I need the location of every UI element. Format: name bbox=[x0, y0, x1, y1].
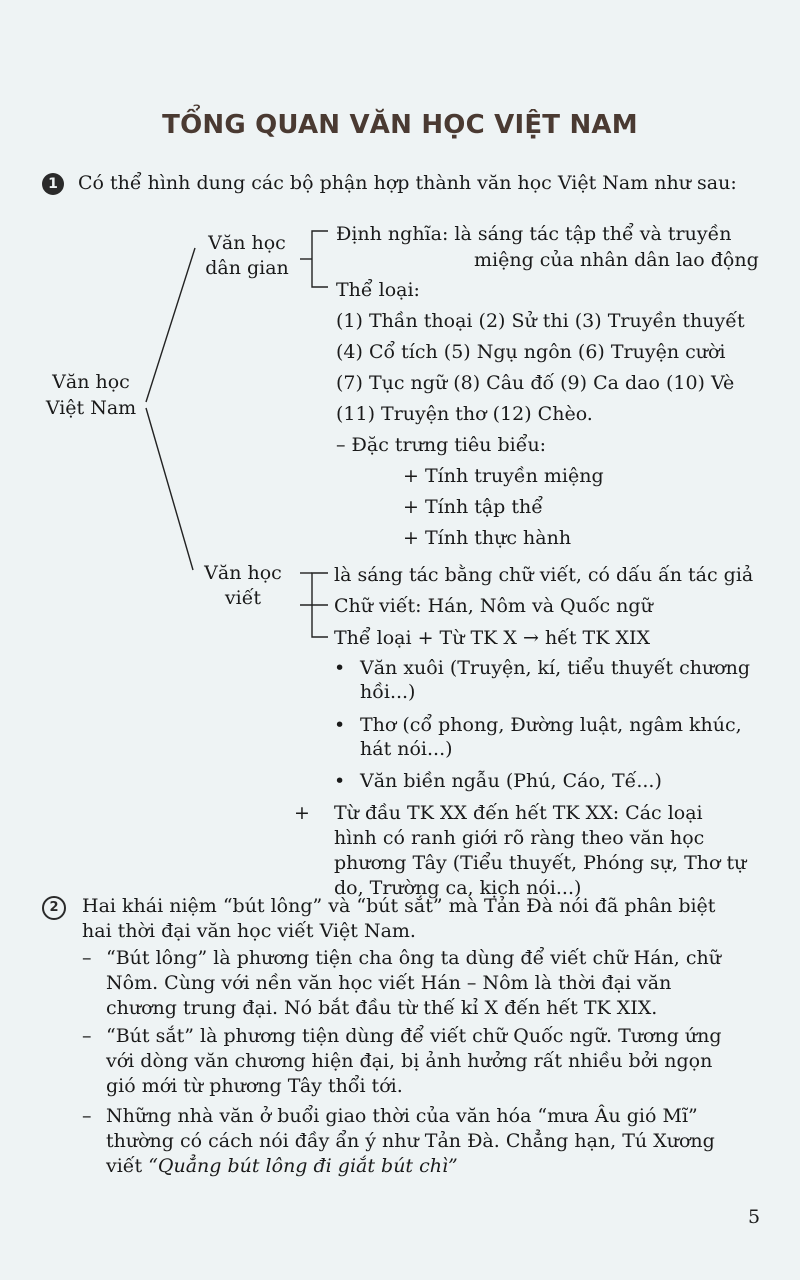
modern-line: phương Tây (Tiểu thuyết, Phóng sự, Thơ tự bbox=[334, 852, 747, 874]
modern-line: hình có ranh giới rõ ràng theo văn học bbox=[334, 827, 705, 849]
section-2-item-2-cont: với dòng văn chương hiện đại, bị ảnh hưởng rất nhiều bởi ngọn bbox=[106, 1050, 713, 1072]
bullet-dot: • bbox=[334, 657, 346, 679]
section-2-item-1-cont: Nôm. Cùng với nền văn học viết Hán – Nôm là thời đại văn bbox=[106, 972, 672, 994]
section-2-item-2: “Bút sắt” là phương tiện dùng để viết chữ Quốc ngữ. Tương ứng bbox=[106, 1025, 722, 1047]
folk-genre-line: (7) Tục ngữ (8) Câu đố (9) Ca dao (10) Vè bbox=[336, 372, 735, 394]
written-point: là sáng tác bằng chữ viết, có dấu ấn tác giả bbox=[334, 564, 754, 586]
modern-line: Từ đầu TK XX đến hết TK XX: Các loại bbox=[334, 802, 703, 824]
written-bullet-item: Thơ (cổ phong, Đường luật, ngâm khúc, bbox=[360, 714, 742, 736]
dash-marker: – bbox=[82, 1105, 92, 1127]
folk-definition: Định nghĩa: là sáng tác tập thể và truyền bbox=[336, 223, 732, 245]
folk-trait: + Tính thực hành bbox=[403, 527, 572, 549]
folk-trait: + Tính truyền miệng bbox=[403, 465, 604, 487]
page-number: 5 bbox=[748, 1206, 761, 1228]
tu-xuong-quote: “Quẳng bút lông đi giắt bút chì” bbox=[148, 1155, 458, 1177]
folk-label-line-1: Văn học bbox=[208, 232, 286, 254]
folk-genre-line: (1) Thần thoại (2) Sử thi (3) Truyền thuyết bbox=[336, 310, 745, 332]
folk-traits-heading: – Đặc trưng tiêu biểu: bbox=[336, 434, 547, 456]
folk-genres-heading: Thể loại: bbox=[336, 279, 420, 301]
written-bullet-item: Văn xuôi (Truyện, kí, tiểu thuyết chương bbox=[360, 657, 751, 679]
written-bullet-item-cont: hát nói...) bbox=[360, 738, 453, 760]
branch-to-written bbox=[146, 408, 193, 570]
tree-root-line-1: Văn học bbox=[52, 371, 130, 393]
section-2-item-1-cont: chương trung đại. Nó bắt đầu từ thế kỉ X đến hết TK XIX. bbox=[106, 997, 658, 1019]
section-2-intro: Hai khái niệm “bút lông” và “bút sắt” mà Tản Đà nói đã phân biệt bbox=[82, 895, 716, 917]
plus-marker: + bbox=[294, 802, 310, 824]
section-2-intro-cont: hai thời đại văn học viết Việt Nam. bbox=[82, 920, 416, 942]
page-title: TỔNG QUAN VĂN HỌC VIỆT NAM bbox=[162, 110, 638, 140]
written-label-line-1: Văn học bbox=[204, 562, 282, 584]
section-2-item-3-last bbox=[106, 1154, 458, 1178]
folk-genre-line: (4) Cổ tích (5) Ngụ ngôn (6) Truyện cười bbox=[336, 341, 726, 363]
written-point: Thể loại + Từ TK X → hết TK XIX bbox=[334, 627, 651, 649]
tree-root-line-2: Việt Nam bbox=[45, 397, 137, 419]
folk-trait: + Tính tập thể bbox=[403, 496, 543, 518]
section-2-item-3-cont: thường có cách nói đầy ẩn ý như Tản Đà. Chẳng hạn, Tú Xương bbox=[106, 1130, 715, 1152]
folk-genre-line: (11) Truyện thơ (12) Chèo. bbox=[336, 403, 593, 425]
modern-line: do, Trường ca, kịch nói...) bbox=[334, 877, 582, 899]
written-bullet-item: Văn biền ngẫu (Phú, Cáo, Tế...) bbox=[360, 770, 662, 792]
section-1-intro: Có thể hình dung các bộ phận hợp thành văn học Việt Nam như sau: bbox=[78, 172, 737, 194]
dash-marker: – bbox=[82, 947, 92, 969]
written-point: Chữ viết: Hán, Nôm và Quốc ngữ bbox=[334, 595, 653, 617]
folk-bracket bbox=[312, 231, 328, 287]
folk-label-line-2: dân gian bbox=[205, 257, 289, 279]
written-label-line-2: viết bbox=[224, 587, 262, 609]
branch-to-folk bbox=[146, 248, 195, 402]
section-1-number: 1 bbox=[42, 173, 64, 195]
dash-marker: – bbox=[82, 1025, 92, 1047]
bullet-dot: • bbox=[334, 770, 346, 792]
section-2-number: 2 bbox=[42, 896, 66, 920]
section-2-item-3: Những nhà văn ở buổi giao thời của văn hóa “mưa Âu gió Mĩ” bbox=[106, 1105, 698, 1127]
section-2-item-3-prefix: viết bbox=[106, 1155, 149, 1177]
bullet-dot: • bbox=[334, 714, 346, 736]
folk-definition-cont: miệng của nhân dân lao động bbox=[474, 249, 759, 271]
section-2-item-1: “Bút lông” là phương tiện cha ông ta dùng để viết chữ Hán, chữ bbox=[106, 947, 721, 969]
section-2-item-2-cont: gió mới từ phương Tây thổi tới. bbox=[106, 1075, 403, 1097]
written-bullet-item-cont: hồi...) bbox=[360, 681, 416, 703]
